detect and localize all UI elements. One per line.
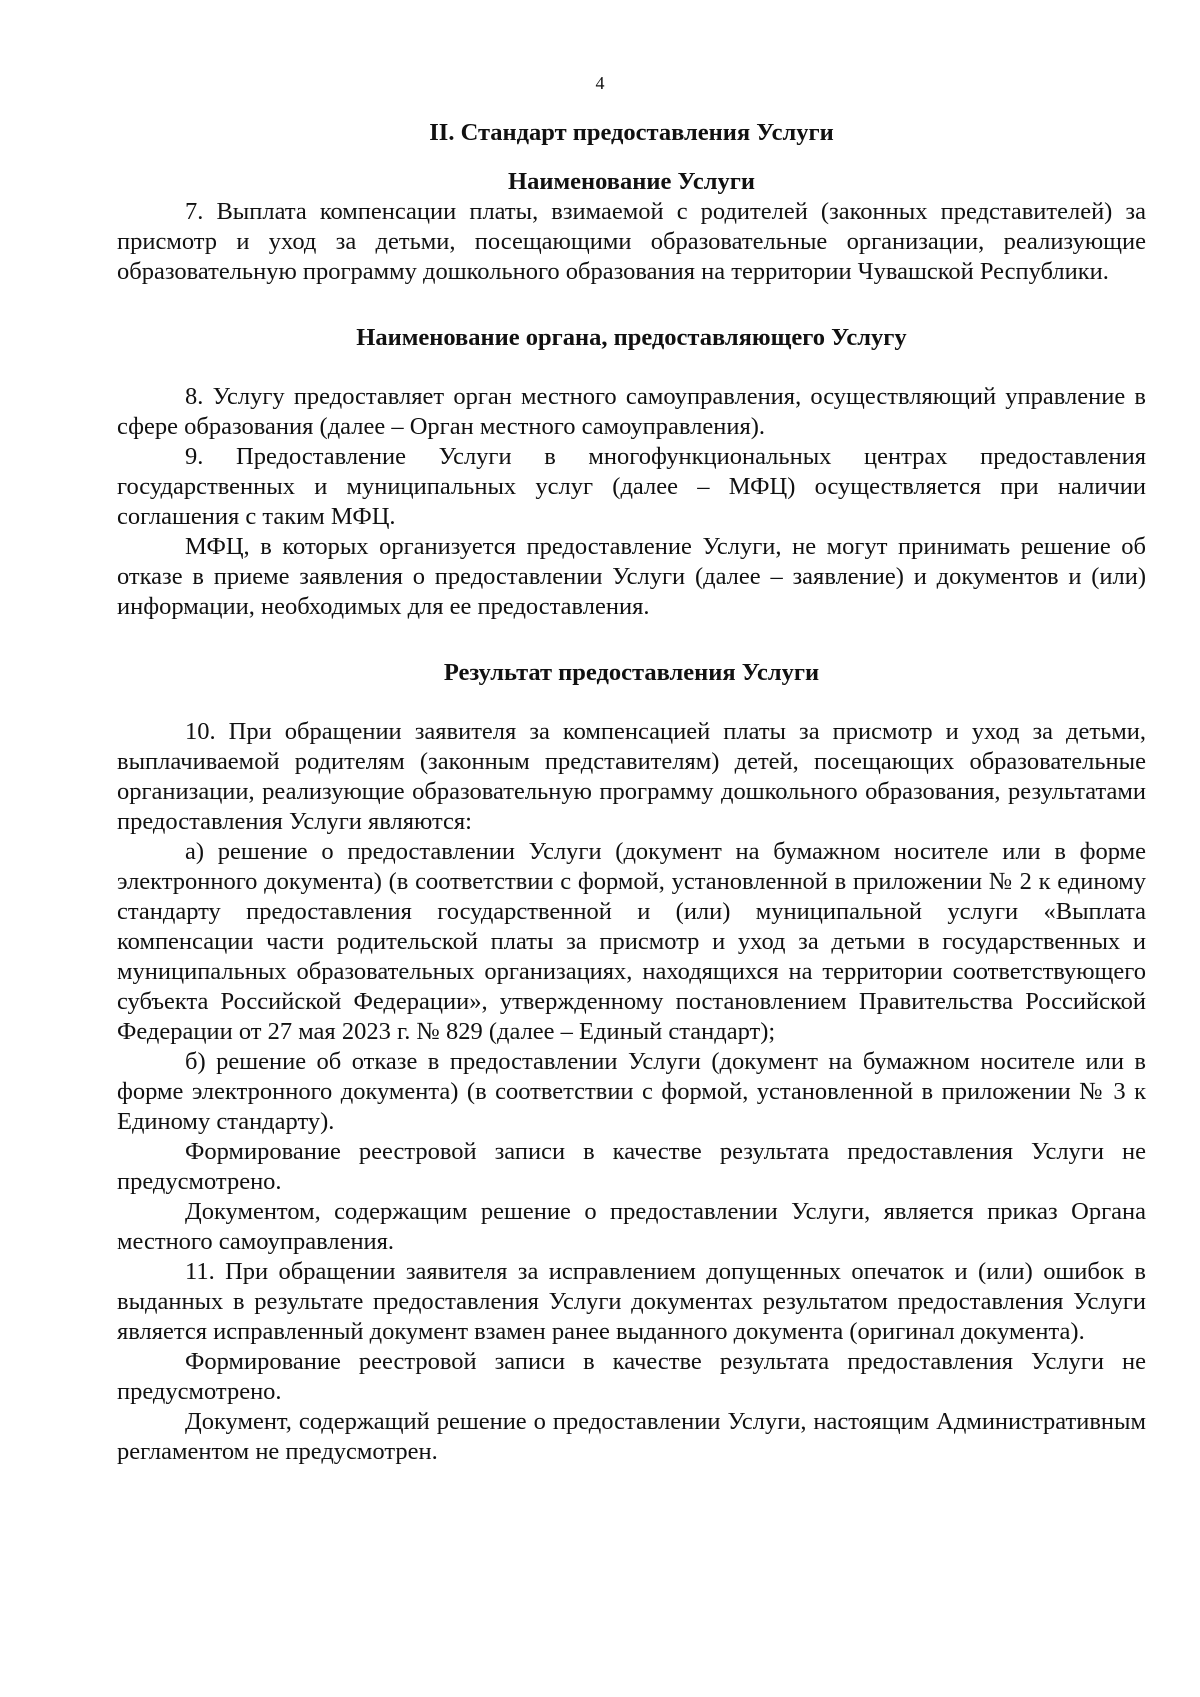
document-body xyxy=(117,118,1146,1467)
page-number: 4 xyxy=(595,73,605,93)
subsection-heading: Наименование органа, предоставляющего Услугу xyxy=(356,324,907,351)
paragraph: 11. При обращении заявителя за исправлением допущенных опечаток и (или) ошибок в выданных в результате предоставления Услуги документах результатом предоставления Услуги является исправленный документ взамен ранее выданного документа (оригинал документа). xyxy=(117,1258,1146,1345)
paragraph: 8. Услугу предоставляет орган местного самоуправления, осуществляющий управление в сфере образования (далее – Орган местного самоуправления). xyxy=(117,383,1146,440)
paragraph: 9. Предоставление Услуги в многофункциональных центрах предоставления государственных и муниципальных услуг (далее – МФЦ) осуществляется при наличии соглашения с таким МФЦ. xyxy=(117,443,1146,530)
paragraph: а) решение о предоставлении Услуги (документ на бумажном носителе или в форме электронного документа) (в соответствии с формой, установленной в приложении № 2 к единому стандарту предоставления государственной и (или) муниципальной услуги «Выплата компенсации части родительской платы за присмотр и уход за детьми в государственных и муниципальных образовательных организациях, находящихся на территории соответствующего субъекта Российской Федерации», утвержденному постановлением Правительства Российской Федерации от 27 мая 2023 г. № 829 (далее – Единый стандарт); xyxy=(117,838,1146,1045)
paragraph: 10. При обращении заявителя за компенсацией платы за присмотр и уход за детьми, выплачиваемой родителям (законным представителям) детей, посещающих образовательные организации, реализующие образовательную программу дошкольного образования, результатами предоставления Услуги являются: xyxy=(117,718,1146,835)
paragraph: Формирование реестровой записи в качестве результата предоставления Услуги не предусмотрено. xyxy=(117,1138,1146,1195)
paragraph: Документ, содержащий решение о предоставлении Услуги, настоящим Административным регламентом не предусмотрен. xyxy=(117,1408,1146,1465)
subsection-heading: Результат предоставления Услуги xyxy=(443,659,820,686)
paragraph: 7. Выплата компенсации платы, взимаемой с родителей (законных представителей) за присмотр и уход за детьми, посещающими образовательные организации, реализующие образовательную программу дошкольного образования на территории Чувашской Республики. xyxy=(117,198,1146,285)
paragraph: Документом, содержащим решение о предоставлении Услуги, является приказ Органа местного самоуправления. xyxy=(117,1198,1146,1255)
paragraph: б) решение об отказе в предоставлении Услуги (документ на бумажном носителе или в форме электронного документа) (в соответствии с формой, установленной в приложении № 3 к Единому стандарту). xyxy=(117,1048,1146,1135)
section-title: II. Стандарт предоставления Услуги xyxy=(429,119,834,146)
paragraph: Формирование реестровой записи в качестве результата предоставления Услуги не предусмотрено. xyxy=(117,1348,1146,1405)
subsection-heading: Наименование Услуги xyxy=(508,168,755,195)
paragraph: МФЦ, в которых организуется предоставление Услуги, не могут принимать решение об отказе в приеме заявления о предоставлении Услуги (далее – заявление) и документов и (или) информации, необходимых для ее предоставления. xyxy=(117,533,1146,620)
